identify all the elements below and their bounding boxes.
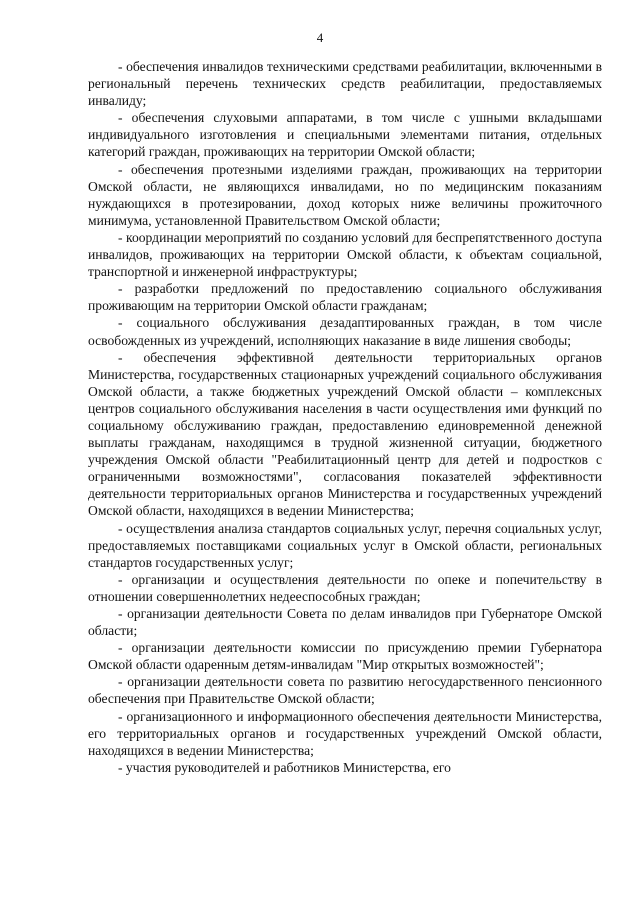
page-number: 4 bbox=[316, 30, 324, 45]
paragraph-disability-council: - организации деятельности Совета по делам инвалидов при Губернаторе Омской области; bbox=[88, 606, 602, 639]
paragraph-organizational-support: - организационного и информационного обеспечения деятельности Министерства, его территориальных органов и государственных учреждений Омской области, находящихся в ведении Министерства; bbox=[88, 708, 602, 758]
paragraph-social-service-proposals: - разработки предложений по предоставлению социального обслуживания проживающим на территории Омской области гражданам; bbox=[88, 281, 602, 314]
paragraph-prosthetics: - обеспечения протезными изделиями граждан, проживающих на территории Омской области, не являющихся инвалидами, но по медицинским показаниям нуждающихся в протезировании, доход которых ниже величины прожиточного минимума, установленной Правительством Омской области; bbox=[88, 161, 602, 228]
document-body bbox=[88, 58, 602, 776]
paragraph-pension-council: - организации деятельности совета по развитию негосударственного пенсионного обеспечения при Правительстве Омской области; bbox=[88, 674, 602, 707]
paragraph-staff-participation: - участия руководителей и работников Министерства, его bbox=[118, 759, 451, 775]
paragraph-accessibility-coordination: - координации мероприятий по созданию условий для беспрепятственного доступа инвалидов, проживающих на территории Омской области, к объектам социальной, транспортной и инженерной инфраструктуры; bbox=[88, 229, 602, 280]
paragraph-territorial-bodies-efficiency: - обеспечения эффективной деятельности территориальных органов Министерства, государственных стационарных учреждений социального обслуживания Омской области, а также бюджетных учреждений Омской области – комплексных центров социального обслуживания населения в части осуществления ими функций по социальному обслуживанию граждан, предоставлению единовременной денежной выплаты гражданам, находящимся в трудной жизненной ситуации, бюджетного учреждения Омской области "Реабилитационный центр для детей и подростков с ограниченными возможностями", согласования показателей эффективности деятельности территориальных органов Министерства и государственных учреждений Омской области, находящихся в ведении Министерства; bbox=[88, 349, 602, 519]
paragraph-hearing-aids: - обеспечения слуховыми аппаратами, в том числе с ушными вкладышами индивидуального изготовления и специальными элементами питания, отдельных категорий граждан, проживающих на территории Омской области; bbox=[88, 110, 602, 160]
paragraph-social-service-standards: - осуществления анализа стандартов социальных услуг, перечня социальных услуг, предоставляемых поставщиками социальных услуг в Омской области, региональных стандартов государственных услуг; bbox=[88, 520, 602, 570]
paragraph-governor-prize-commission: - организации деятельности комиссии по присуждению премии Губернатора Омской области одаренным детям-инвалидам "Мир открытых возможностей"; bbox=[88, 640, 602, 673]
paragraph-technical-rehab-means: - обеспечения инвалидов техническими средствами реабилитации, включенными в региональный перечень технических средств реабилитации, предоставляемых инвалиду; bbox=[88, 59, 602, 109]
paragraph-guardianship: - организации и осуществления деятельности по опеке и попечительству в отношении совершеннолетних недееспособных граждан; bbox=[88, 571, 602, 604]
paragraph-maladapted-citizens: - социального обслуживания дезадаптированных граждан, в том числе освобожденных из учреждений, исполняющих наказание в виде лишения свободы; bbox=[88, 315, 602, 348]
